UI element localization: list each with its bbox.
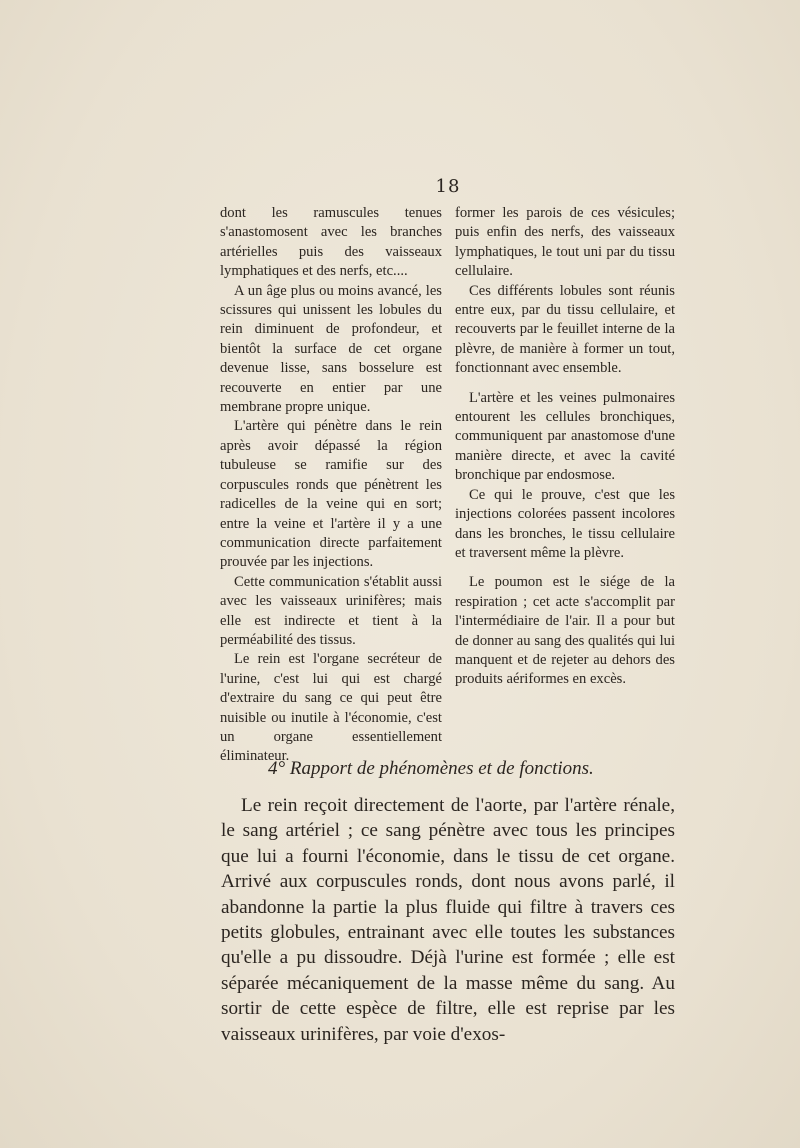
section-body [221,793,675,1047]
paragraph: dont les ramuscules tenues s'anastomosent avec les branches artérielles puis des vaisseaux lymphatiques et des nerfs, etc.... [220,205,442,280]
paragraph: Le poumon est le siége de la respiration ; cet acte s'accomplit par l'intermédiaire de l'air. Il a pour but de donner au sang des qualités qui lui manquent et de rejeter au dehors des produits aériformes en excès. [455,574,675,688]
paragraph: L'artère et les veines pulmonaires entourent les cellules bronchiques, communiquent par anastomose d'une manière directe, et avec la cavité bronchique par endosmose. [455,389,675,484]
paragraph: A un âge plus ou moins avancé, les scissures qui unissent les lobules du rein diminuent de profondeur, et bientôt la surface de cet organe devenue lisse, sans bosselure est recouverte en entier par une membrane propre unique. [220,282,442,416]
paragraph: former les parois de ces vésicules; puis enfin des nerfs, des vaisseaux lymphatiques, le tout uni par du tissu cellulaire. [455,205,675,280]
paragraph: Ces différents lobules sont réunis entre eux, par du tissu cellulaire, et recouverts par le feuillet interne de la plèvre, de manière à former un tout, fonctionnant avec ensemble. [455,282,675,377]
paragraph: L'artère qui pénètre dans le rein après avoir dépassé la région tubuleuse se ramifie sur des corpuscules ronds que pénètrent les radicelles de la veine qui en sort; entre la veine et l'artère il y a une communication directe parfaitement prouvée par les injections. [220,418,442,571]
page-number: 18 [435,176,461,197]
left-column [220,204,442,767]
paragraph: Ce qui le prouve, c'est que les injections colorées passent incolores dans les bronches, le tissu cellulaire et traversent même la plèvre. [455,486,675,561]
paragraph: Le rein est l'organe secréteur de l'urine, c'est lui qui est chargé d'extraire du sang ce qui peut être nuisible ou inutile à l'économie, c'est un organe essentiellement éliminateur. [220,651,442,765]
paragraph: Cette communication s'établit aussi avec les vaisseaux urinifères; mais elle est indirecte et tient à la perméabilité des tissus. [220,573,442,648]
right-column [455,204,675,690]
section-heading: 4° Rapport de phénomènes et de fonctions. [268,758,594,779]
paragraph: Le rein reçoit directement de l'aorte, par l'artère rénale, le sang artériel ; ce sang pénètre avec tous les principes que lui a fourni l'économie, dans le tissu de cet organe. Arrivé aux corpuscules ronds, dont nous avons parlé, il abandonne la partie la plus fluide qui filtre à travers ces petits globules, entrainant avec elle toutes les substances qu'elle a pu dissoudre. Déjà l'urine est formée ; elle est séparée mécaniquement de la masse même du sang. Au sortir de cette espèce de filtre, elle est reprise par les vaisseaux urinifères, par voie d'exos- [221,795,675,1045]
